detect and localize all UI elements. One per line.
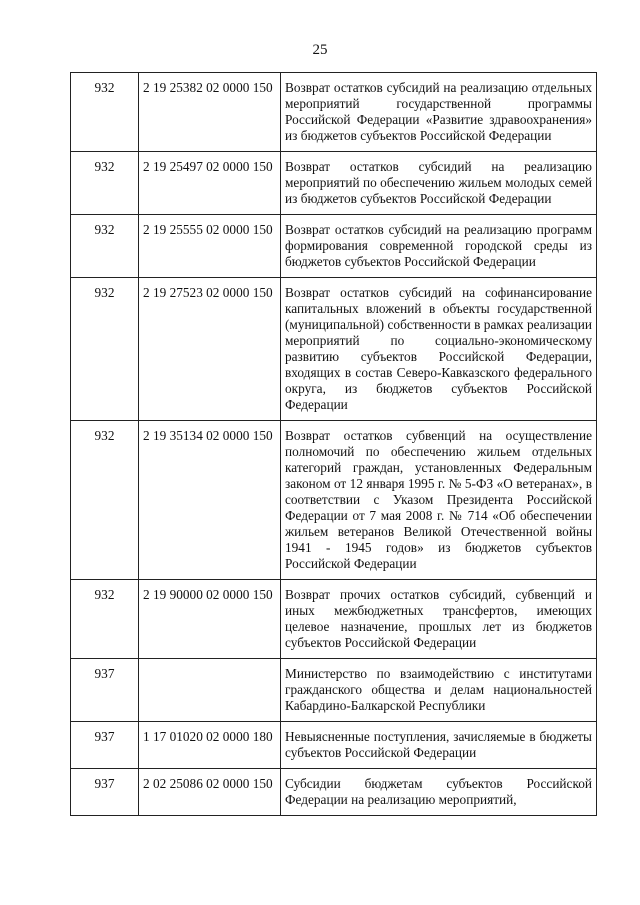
revenue-name-cell: Министерство по взаимодействию с институтами гражданского общества и делам национальностей Кабардино-Балкарской Республики [281,659,597,722]
admin-code-cell: 932 [71,580,139,659]
table-row [71,73,597,152]
revenue-code-cell: 1 17 01020 02 0000 180 [139,722,281,769]
revenue-code-cell: 2 19 27523 02 0000 150 [139,278,281,421]
revenue-name-cell: Субсидии бюджетам субъектов Российской Федерации на реализацию мероприятий, [281,769,597,816]
revenue-name-cell: Возврат остатков субсидий на реализацию отдельных мероприятий государственной программы Российской Федерации «Развитие здравоохранения» из бюджетов субъектов Российской Федерации [281,73,597,152]
table-row [71,722,597,769]
page-number: 25 [312,42,328,58]
admin-code-cell: 937 [71,722,139,769]
table-row [71,769,597,816]
table-row [71,421,597,580]
revenue-name-cell: Возврат остатков субвенций на осуществление полномочий по обеспечению жильем отдельных категорий граждан, установленных Федеральным законом от 12 января 1995 г. № 5-ФЗ «О ветеранах», в соответствии с Указом Президента Российской Федерации от 7 мая 2008 г. № 714 «Об обеспечении жильем ветеранов Великой Отечественной войны 1941 - 1945 годов» из бюджетов субъектов Российской Федерации [281,421,597,580]
revenue-code-cell: 2 19 25497 02 0000 150 [139,152,281,215]
table-row [71,215,597,278]
table-row [71,580,597,659]
revenue-code-cell: 2 19 35134 02 0000 150 [139,421,281,580]
admin-code-cell: 937 [71,659,139,722]
admin-code-cell: 932 [71,152,139,215]
admin-code-cell: 937 [71,769,139,816]
revenue-name-cell: Возврат остатков субсидий на софинансирование капитальных вложений в объекты государственной (муниципальной) собственности в рамках реализации мероприятий по социально-экономическому развитию субъектов Российской Федерации, входящих в состав Северо-Кавказского федерального округа, из бюджетов субъектов Российской Федерации [281,278,597,421]
table-row [71,278,597,421]
revenue-code-cell: 2 19 25382 02 0000 150 [139,73,281,152]
table-row [71,152,597,215]
admin-code-cell: 932 [71,421,139,580]
revenue-code-cell: 2 19 25555 02 0000 150 [139,215,281,278]
revenue-name-cell: Возврат остатков субсидий на реализацию программ формирования современной городской среды из бюджетов субъектов Российской Федерации [281,215,597,278]
admin-code-cell: 932 [71,215,139,278]
revenue-code-cell: 2 19 90000 02 0000 150 [139,580,281,659]
table-row [71,659,597,722]
admin-code-cell: 932 [71,278,139,421]
revenue-name-cell: Возврат прочих остатков субсидий, субвенций и иных межбюджетных трансфертов, имеющих целевое назначение, прошлых лет из бюджетов субъектов Российской Федерации [281,580,597,659]
revenue-code-cell: 2 02 25086 02 0000 150 [139,769,281,816]
admin-code-cell: 932 [71,73,139,152]
budget-classification-table [70,72,597,816]
revenue-name-cell: Невыясненные поступления, зачисляемые в бюджеты субъектов Российской Федерации [281,722,597,769]
revenue-name-cell: Возврат остатков субсидий на реализацию мероприятий по обеспечению жильем молодых семей из бюджетов субъектов Российской Федерации [281,152,597,215]
revenue-code-cell [139,659,281,722]
